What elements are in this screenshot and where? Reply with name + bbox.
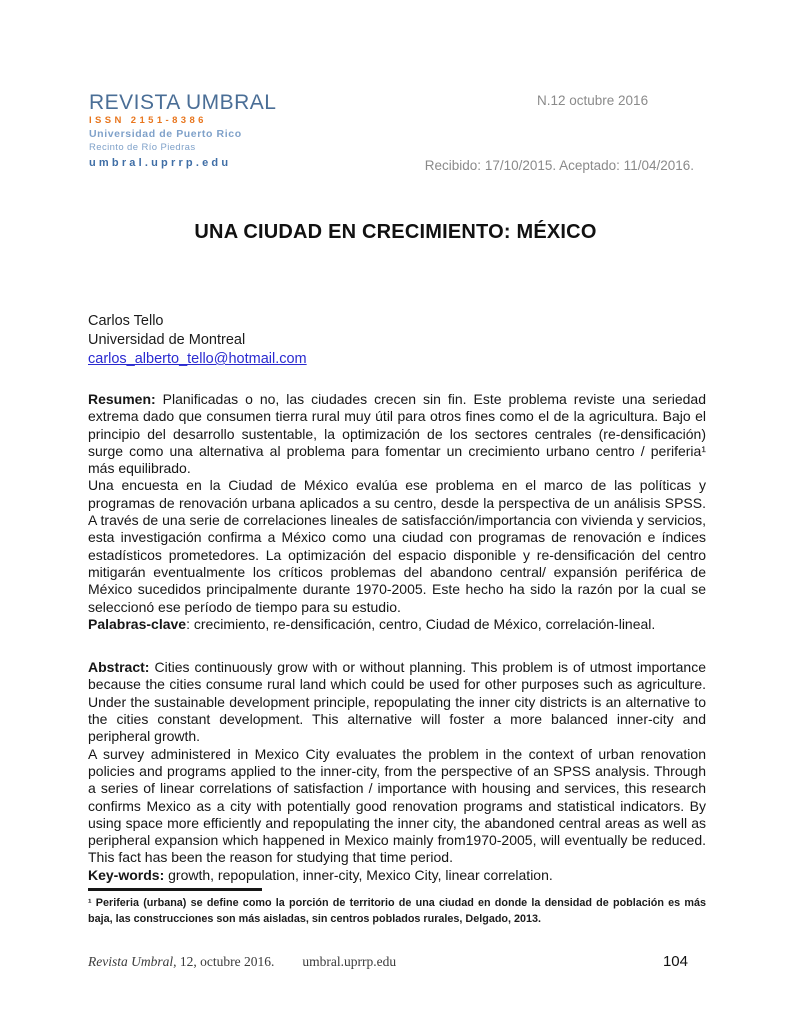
keywords-line — [88, 867, 706, 884]
footer-website: umbral.uprrp.edu — [302, 954, 397, 969]
journal-logo-title: REVISTA UMBRAL — [89, 91, 277, 114]
journal-university: Universidad de Puerto Rico — [89, 128, 242, 140]
article-title: UNA CIUDAD EN CRECIMIENTO: MÉXICO — [194, 221, 597, 243]
palabras-clave-label: Palabras-clave — [88, 615, 187, 632]
resumen-paragraph-2: Una encuesta en la Ciudad de México evalúa ese problema en el marco de las políticas y programas de renovación urbana aplicados a su centro, desde la perspectiva de un análisis SPSS. A través de una serie de correlaciones lineales de satisfacción/importancia con vivienda y servicios, esta investigación confirma a México como una ciudad con programas de renovación e índices estadísticos prometedores. La optimización del espacio disponible y re-densificación del centro mitigarán eventualmente los críticos problemas del abandono central/ expansión periférica de México sucedidos principalmente durante 1970-2005. Este hecho ha sido la razón por la cual se seleccionó ese período de tiempo para su estudio. — [88, 477, 706, 615]
abstract-paragraph-2: A survey administered in Mexico City evaluates the problem in the context of urban renovation policies and programs applied to the inner-city, from the perspective of an SPSS analysis. Through a series of linear correlations of satisfaction / importance with housing and services, this research confirms Mexico as a city with potentially good renovation programs and statistical indicators. By using space more efficiently and repopulating the inner city, the abandoned central areas as well as peripheral expansion which happened in Mexico mainly from1970-2005, will eventually be reduced. This fact has been the reason for studying that time period. — [88, 745, 706, 866]
resumen-text-1: Planificadas o no, las ciudades crecen sin fin. Este problema reviste una seriedad extrema dado que consumen tierra rural muy útil para otros fines como el de la agricultura. Bajo el principio del desarrollo sustentable, la optimización de los sectores centrales (re-densificación) surge como una alternativa al problema para fomentar un crecimiento urbano centro / periferia¹ más equilibrado. — [88, 391, 706, 477]
page-footer — [88, 953, 688, 970]
journal-campus: Recinto de Río Piedras — [89, 142, 196, 153]
footer-citation — [88, 954, 396, 970]
resumen-paragraph-1 — [88, 391, 706, 477]
received-accepted-dates: Recibido: 17/10/2015. Aceptado: 11/04/2016. — [424, 158, 694, 173]
keywords-text: growth, repopulation, inner-city, Mexico City, linear correlation. — [164, 866, 553, 883]
journal-website: umbral.uprrp.edu — [89, 157, 232, 169]
footnote-text: ¹ Periferia (urbana) se define como la porción de territorio de una ciudad en donde la densidad de población es más baja, las construcciones son más aisladas, sin centros poblados rurales, Delgado, 2013. — [88, 897, 706, 925]
author-email-link[interactable]: carlos_alberto_tello@hotmail.com — [88, 351, 307, 367]
page-number: 104 — [662, 953, 688, 970]
palabras-clave-line — [88, 616, 706, 633]
issue-number: N.12 octubre 2016 — [537, 93, 649, 108]
section-spacer — [88, 633, 706, 659]
author-name: Carlos Tello — [88, 313, 164, 329]
article-body — [88, 391, 706, 884]
keywords-label: Key-words: — [88, 866, 165, 883]
footer-issue-date: , 12, octubre 2016. — [173, 954, 275, 969]
abstract-paragraph-1 — [88, 659, 706, 745]
abstract-label: Abstract: — [88, 659, 150, 676]
author-block — [88, 312, 307, 369]
journal-issn: ISSN 2151-8386 — [89, 115, 207, 126]
abstract-text-1: Cities continuously grow with or without planning. This problem is of utmost importance because the cities consume rural land which could be used for other purposes such as agriculture. Under the sustainable development principle, repopulating the inner city districts is an alternative to the cities constant development. This alternative will foster a more balanced inner-city and peripheral growth. — [88, 659, 706, 745]
palabras-clave-text: : crecimiento, re-densificación, centro, Ciudad de México, correlación-lineal. — [186, 615, 656, 632]
footer-journal-name: Revista Umbral — [88, 954, 174, 969]
author-affiliation: Universidad de Montreal — [88, 332, 246, 348]
footnote-divider — [88, 888, 262, 891]
resumen-label: Resumen: — [88, 391, 156, 407]
